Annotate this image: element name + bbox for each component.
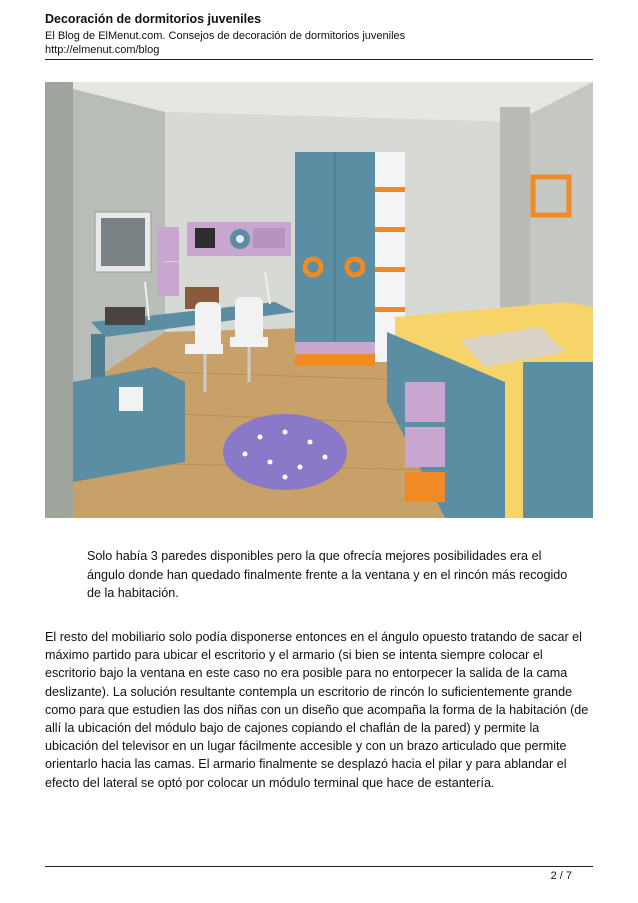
- document-url: http://elmenut.com/blog: [45, 44, 160, 56]
- body-paragraph: El resto del mobiliario solo podía disponerse entonces en el ángulo opuesto tratando de sacar el máximo partido para ubicar el escritorio y el armario (si bien se intenta siempre colocar el escritorio bajo la ventana en este caso no era posible para no entorpecer la salida de la cama deslizante). La solución resultante contempla un escritorio de rincón lo suficientemente grande como para que estudien las dos niñas con un diseño que acompaña la forma de la habitación (de allí la ubicación del módulo bajo de cajones copiando el chaflán de la pared) y permite la ubicación del televisor en un lugar fácilmente accesible y con un brazo articulado que permite orientarlo hacia las camas. El armario finalmente se desplazó hacia el pilar y para ablandar el efecto del lateral se optó por colocar un módulo terminal que hace de estantería.: [45, 630, 589, 790]
- header-rule: [45, 59, 593, 60]
- image-caption: Solo había 3 paredes disponibles pero la que ofrecía mejores posibilidades era el ángulo donde han quedado finalmente frente a la ventana y en el rincón más recogido de la habitación.: [87, 549, 568, 600]
- document-subtitle: El Blog de ElMenut.com. Consejos de decoración de dormitorios juveniles: [45, 30, 406, 42]
- document-header: [45, 12, 593, 57]
- footer-rule: [45, 866, 593, 867]
- page-number: 2 / 7: [550, 870, 572, 882]
- document-title: Decoración de dormitorios juveniles: [45, 12, 262, 26]
- bedroom-rendering-image: [45, 82, 593, 518]
